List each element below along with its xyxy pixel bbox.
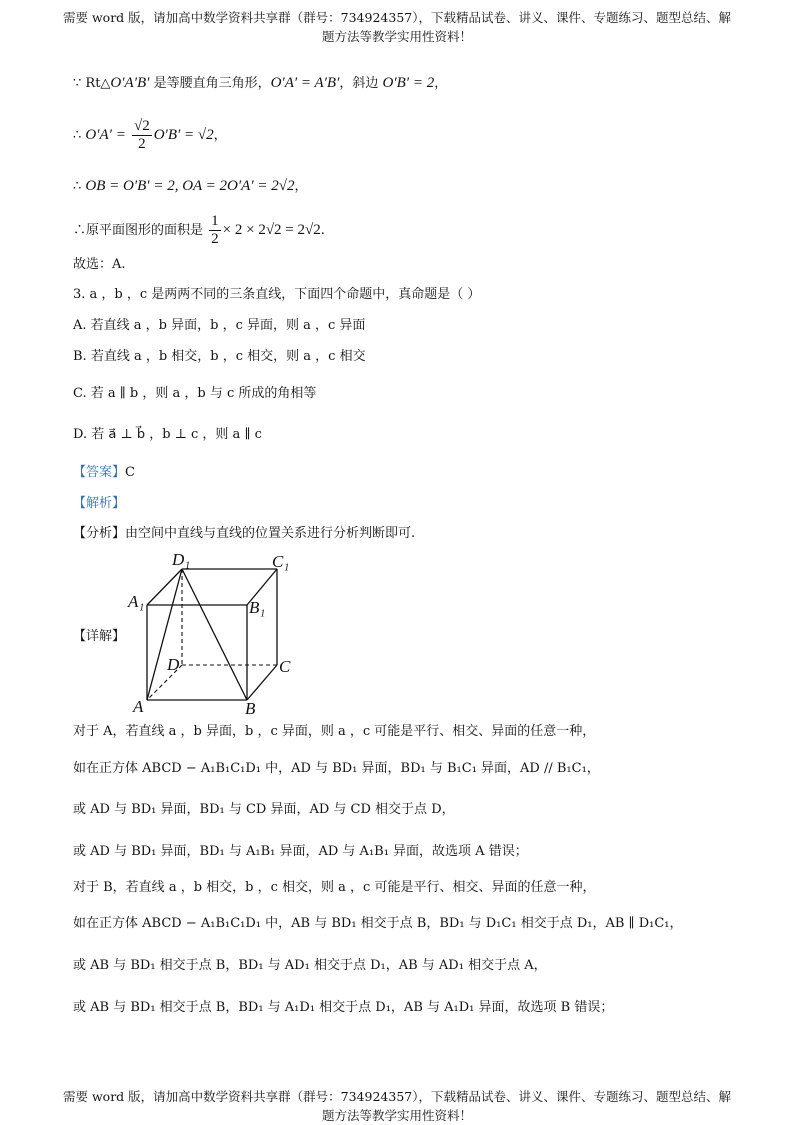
math: O′A′ =	[85, 127, 126, 143]
solution-line-3	[73, 176, 307, 197]
segment-bd1	[182, 569, 247, 700]
math: O′A′B′	[110, 75, 150, 91]
text: ∵ Rt△	[73, 76, 111, 91]
fraction-numerator: 1	[211, 213, 219, 229]
text: .	[320, 223, 325, 238]
segment-ad1	[147, 569, 182, 700]
detail-line-4: 或 AD 与 BD₁ 异面，BD₁ 与 A₁B₁ 异面，AD 与 A₁B₁ 异面，故选项 A 错误；	[73, 844, 528, 859]
solution-answer: 故选：A.	[73, 257, 126, 272]
math: OB = O′B′ = 2, OA = 2O′A′ = 2√2	[85, 178, 295, 194]
fraction	[132, 118, 152, 153]
text: ∴	[73, 179, 86, 194]
label-d1: D₁	[172, 552, 191, 569]
detail-line-5: 对于 B，若直线 a ，b 相交，b ，c 相交，则 a ，c 可能是平行、相交、异面的任意一种，	[73, 880, 596, 895]
label-a1: A₁	[128, 592, 145, 611]
math: O′B′ = 2	[382, 75, 435, 91]
label-c: C	[279, 657, 291, 676]
math: O′B′ = √2	[153, 127, 214, 143]
option-c: C. 若 a ∥ b ，则 a ，b 与 c 所成的角相等	[73, 386, 317, 401]
option-a: A. 若直线 a ，b 异面，b ，c 异面，则 a ，c 异面	[73, 318, 366, 333]
solution-line-4	[73, 213, 325, 248]
page-footer: 需要 word 版，请加高中数学资料共享群（群号：734924357），下载精品试卷、讲义、课件、专题练习、题型总结、解题方法等教学实用性资料！	[63, 1089, 731, 1123]
text: ∴	[73, 128, 86, 143]
math: O′A′ = A′B′	[270, 75, 340, 91]
math: × 2 × 2√2 = 2√2	[222, 222, 321, 238]
option-b: B. 若直线 a ，b 相交，b ，c 相交，则 a ，c 相交	[73, 349, 366, 364]
solution-line-2	[73, 118, 227, 153]
answer-value: C	[125, 465, 135, 480]
answer-tag: 【答案】	[73, 465, 126, 480]
cube-figure	[125, 552, 300, 717]
text: ，斜边	[339, 76, 383, 91]
detail-line-3: 或 AD 与 BD₁ 异面，BD₁ 与 CD 异面，AD 与 CD 相交于点 D，	[73, 802, 455, 817]
detail-tag: 【详解】	[73, 629, 126, 644]
fraction-denominator: 2	[211, 231, 219, 247]
edge-bc	[247, 665, 277, 700]
page-header: 需要 word 版，请加高中数学资料共享群（群号：734924357），下载精品试卷、讲义、课件、专题练习、题型总结、解题方法等教学实用性资料！	[63, 10, 731, 44]
fraction-denominator: 2	[138, 136, 146, 152]
text: ，	[434, 76, 448, 91]
fenxi-text: 由空间中直线与直线的位置关系进行分析判断即可.	[125, 526, 416, 541]
label-c1: C₁	[272, 552, 290, 571]
label-b: B	[245, 699, 256, 717]
option-d: D. 若 a⃗ ⊥ b⃗ ，b ⊥ c ，则 a ∥ c	[73, 427, 262, 442]
analysis-tag: 【解析】	[73, 496, 126, 511]
label-b1: B₁	[249, 598, 266, 617]
question-stem: 3. a ，b ，c 是两两不同的三条直线，下面四个命题中，真命题是（ ）	[73, 287, 481, 302]
detail-line-8: 或 AB 与 BD₁ 相交于点 B，BD₁ 与 A₁D₁ 相交于点 D₁，AB 与 A₁D₁ 异面，故选项 B 错误；	[73, 1000, 614, 1015]
fenxi-line	[73, 524, 415, 544]
detail-line-1: 对于 A，若直线 a ，b 异面，b ，c 异面，则 a ，c 可能是平行、相交、异面的任意一种，	[73, 724, 596, 739]
detail-line-2: 如在正方体 ABCD − A₁B₁C₁D₁ 中，AD 与 BD₁ 异面，BD₁ 与 B₁C₁ 异面，AD // B₁C₁，	[73, 761, 600, 776]
solution-line-1	[73, 73, 447, 94]
label-a: A	[133, 697, 144, 716]
text: ∴原平面图形的面积是	[73, 223, 204, 238]
text: 是等腰直角三角形，	[149, 76, 271, 91]
answer-line	[73, 463, 135, 483]
detail-line-7: 或 AB 与 BD₁ 相交于点 B，BD₁ 与 AD₁ 相交于点 D₁，AB 与 AD₁ 相交于点 A，	[73, 958, 547, 973]
fenxi-tag: 【分析】	[73, 526, 126, 541]
fraction-numerator: √2	[133, 118, 150, 134]
text: ，	[294, 179, 308, 194]
fraction	[209, 213, 221, 248]
text: ，	[213, 128, 227, 143]
detail-line-6: 如在正方体 ABCD − A₁B₁C₁D₁ 中，AB 与 BD₁ 相交于点 B，BD₁ 与 D₁C₁ 相交于点 D₁，AB ∥ D₁C₁，	[73, 916, 683, 931]
label-d: D	[167, 655, 180, 674]
